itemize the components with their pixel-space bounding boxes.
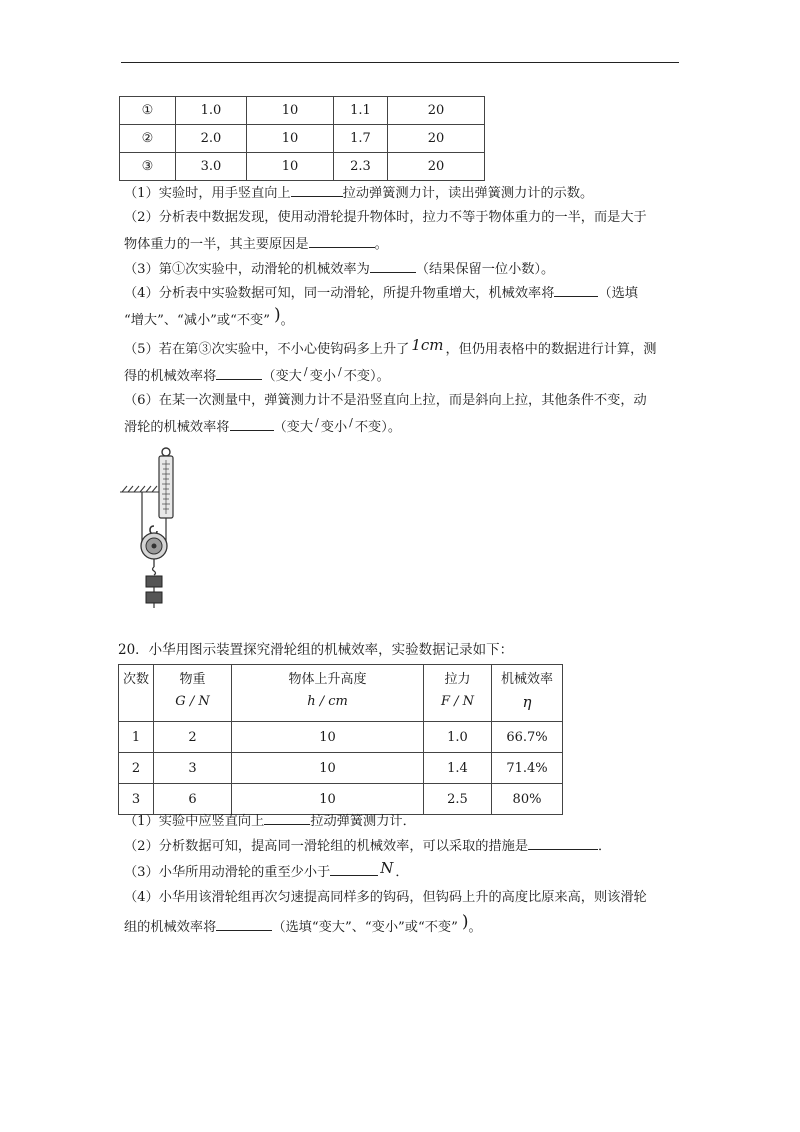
header-rule [121, 62, 679, 63]
table-cell: 2 [154, 722, 232, 753]
text: （变大 [273, 420, 314, 435]
slash: / [303, 365, 308, 378]
text: 不变）。 [354, 420, 402, 435]
text: “增大”、“减小”或“不变” [124, 313, 270, 328]
text: 变小 [320, 420, 348, 435]
slash: / [315, 416, 319, 429]
table-row [119, 784, 563, 815]
q19-line-5 [124, 283, 638, 303]
header-cell [154, 665, 232, 722]
answer-blank[interactable] [216, 917, 272, 931]
text: 不变）。 [343, 369, 390, 384]
text: （4）小华用该滑轮组再次匀速提高同样多的钩码，但钩码上升的高度比原来高，则该滑轮 [124, 890, 647, 905]
text: （3）小华所用动滑轮的重至少小于 [124, 865, 331, 880]
text: 拉动弹簧测力计，读出弹簧测力计的示数。 [342, 186, 594, 201]
movable-pulley-icon [141, 533, 167, 567]
table-cell: 3 [154, 753, 232, 784]
header-unit: h / cm [307, 694, 348, 709]
text: （1）实验时，用手竖直向上 [124, 186, 291, 201]
table-row [120, 153, 485, 181]
hook-icon [153, 567, 156, 575]
answer-blank[interactable] [264, 811, 310, 825]
pulley-diagram [118, 442, 190, 614]
q20-intro: 20．小华用图示装置探究滑轮组的机械效率，实验数据记录如下： [118, 642, 514, 658]
table-cell: 66.7% [492, 722, 563, 753]
text: 。 [468, 920, 482, 935]
table-cell: 2.0 [176, 125, 247, 153]
answer-blank[interactable] [330, 862, 378, 876]
table-cell: 10 [247, 125, 334, 153]
table-cell: 20 [388, 153, 485, 181]
answer-blank[interactable] [554, 283, 598, 297]
table-row [120, 125, 485, 153]
text: 得的机械效率将 [124, 369, 217, 384]
q20-line-4 [124, 889, 647, 907]
spring-scale-icon [159, 448, 173, 524]
q19-line-6 [124, 305, 294, 330]
table-cell: 10 [232, 784, 424, 815]
text: （3）第①次实验中，动滑轮的机械效率为 [124, 262, 370, 277]
table-cell: 2.3 [334, 153, 388, 181]
q20-line-2 [124, 836, 611, 856]
math: 1cm [411, 336, 444, 354]
text: （4）分析表中实验数据可知，同一动滑轮，所提升物重增大，机械效率将 [124, 286, 555, 301]
slash: / [349, 416, 353, 429]
data-table-1 [119, 96, 485, 181]
table-row [120, 97, 485, 125]
table-cell: 3.0 [176, 153, 247, 181]
table-cell: ② [120, 125, 176, 153]
text: （选填“变大”、“变小”或“不变” [272, 920, 458, 935]
table-cell: 20 [388, 97, 485, 125]
header-cell: 次数 [119, 665, 154, 722]
table-cell: 1 [119, 722, 154, 753]
text: 。 [280, 313, 294, 328]
answer-blank[interactable] [370, 259, 416, 273]
text: ． [395, 865, 409, 880]
text: （结果保留一位小数）。 [415, 262, 555, 277]
q20-line-3 [124, 859, 409, 882]
text: （2）分析表中数据发现，使用动滑轮提升物体时，拉力不等于物体重力的一半，而是大于 [124, 210, 647, 225]
header-text: 机械效率 [500, 672, 553, 687]
q19-line-8 [124, 366, 390, 386]
table-cell: 80% [492, 784, 563, 815]
unit: N [380, 859, 394, 877]
text: ，但仍用表格中的数据进行计算，测 [445, 342, 657, 357]
table-cell: 6 [154, 784, 232, 815]
table-cell: ① [120, 97, 176, 125]
data-table-2 [118, 664, 563, 815]
table-cell: 3 [119, 784, 154, 815]
weight-icon [146, 576, 162, 608]
q19-line-10 [124, 417, 401, 437]
header-cell [492, 665, 563, 722]
slash: / [337, 365, 342, 378]
table-header-row [119, 665, 563, 722]
text: 拉动弹簧测力计． [310, 814, 416, 829]
text: （变大 [262, 369, 302, 384]
table-row [119, 753, 563, 784]
q19-line-3 [124, 234, 388, 254]
table-cell: 1.0 [424, 722, 492, 753]
header-cell [232, 665, 424, 722]
table-cell: 1.4 [424, 753, 492, 784]
table-cell: 10 [232, 722, 424, 753]
paren: ) [273, 305, 281, 325]
text: （1）实验中应竖直向上 [124, 814, 265, 829]
table-cell: 1.1 [334, 97, 388, 125]
text: （选填 [598, 286, 638, 301]
header-cell [424, 665, 492, 722]
table-cell: 10 [247, 153, 334, 181]
q19-line-1 [124, 183, 593, 203]
text: 滑轮的机械效率将 [124, 420, 230, 435]
text: 物体重力的一半，其主要原因是 [124, 237, 309, 252]
header-unit: G / N [175, 694, 210, 709]
table-cell: ③ [120, 153, 176, 181]
text: 。 [374, 237, 388, 252]
text: 变小 [309, 369, 336, 384]
answer-blank[interactable] [309, 234, 375, 248]
q19-line-9 [124, 392, 647, 410]
table-cell: 20 [388, 125, 485, 153]
q19-line-2 [124, 209, 647, 227]
text: （6）在某一次测量中，弹簧测力计不是沿竖直向上拉，而是斜向上拉，其他条件不变，动 [124, 393, 647, 408]
answer-blank[interactable] [528, 836, 598, 850]
ceiling-hatch-icon [120, 486, 160, 492]
q20-line-1 [124, 811, 416, 831]
table-cell: 10 [247, 97, 334, 125]
text: 组的机械效率将 [124, 920, 217, 935]
table-cell: 2.5 [424, 784, 492, 815]
answer-blank[interactable] [230, 417, 274, 431]
text: （2）分析数据可知，提高同一滑轮组的机械效率，可以采取的措施是 [124, 839, 529, 854]
q20-line-5 [124, 912, 482, 937]
header-text: 物重 [179, 672, 206, 687]
answer-blank[interactable] [291, 183, 343, 197]
q19-line-4 [124, 259, 554, 279]
table-row [119, 722, 563, 753]
paren: ) [461, 912, 469, 932]
q19-line-7 [124, 336, 657, 359]
text: （5）若在第③次实验中，不小心使钩码多上升了 [124, 342, 410, 357]
table-cell: 71.4% [492, 753, 563, 784]
header-text: 物体上升高度 [288, 672, 367, 687]
answer-blank[interactable] [216, 366, 262, 380]
header-text: 拉力 [444, 672, 471, 687]
table-cell: 1.7 [334, 125, 388, 153]
table-cell: 10 [232, 753, 424, 784]
header-unit: η [522, 693, 532, 711]
table-cell: 2 [119, 753, 154, 784]
table-cell: 1.0 [176, 97, 247, 125]
header-unit: F / N [440, 694, 475, 709]
text: ． [598, 839, 612, 854]
